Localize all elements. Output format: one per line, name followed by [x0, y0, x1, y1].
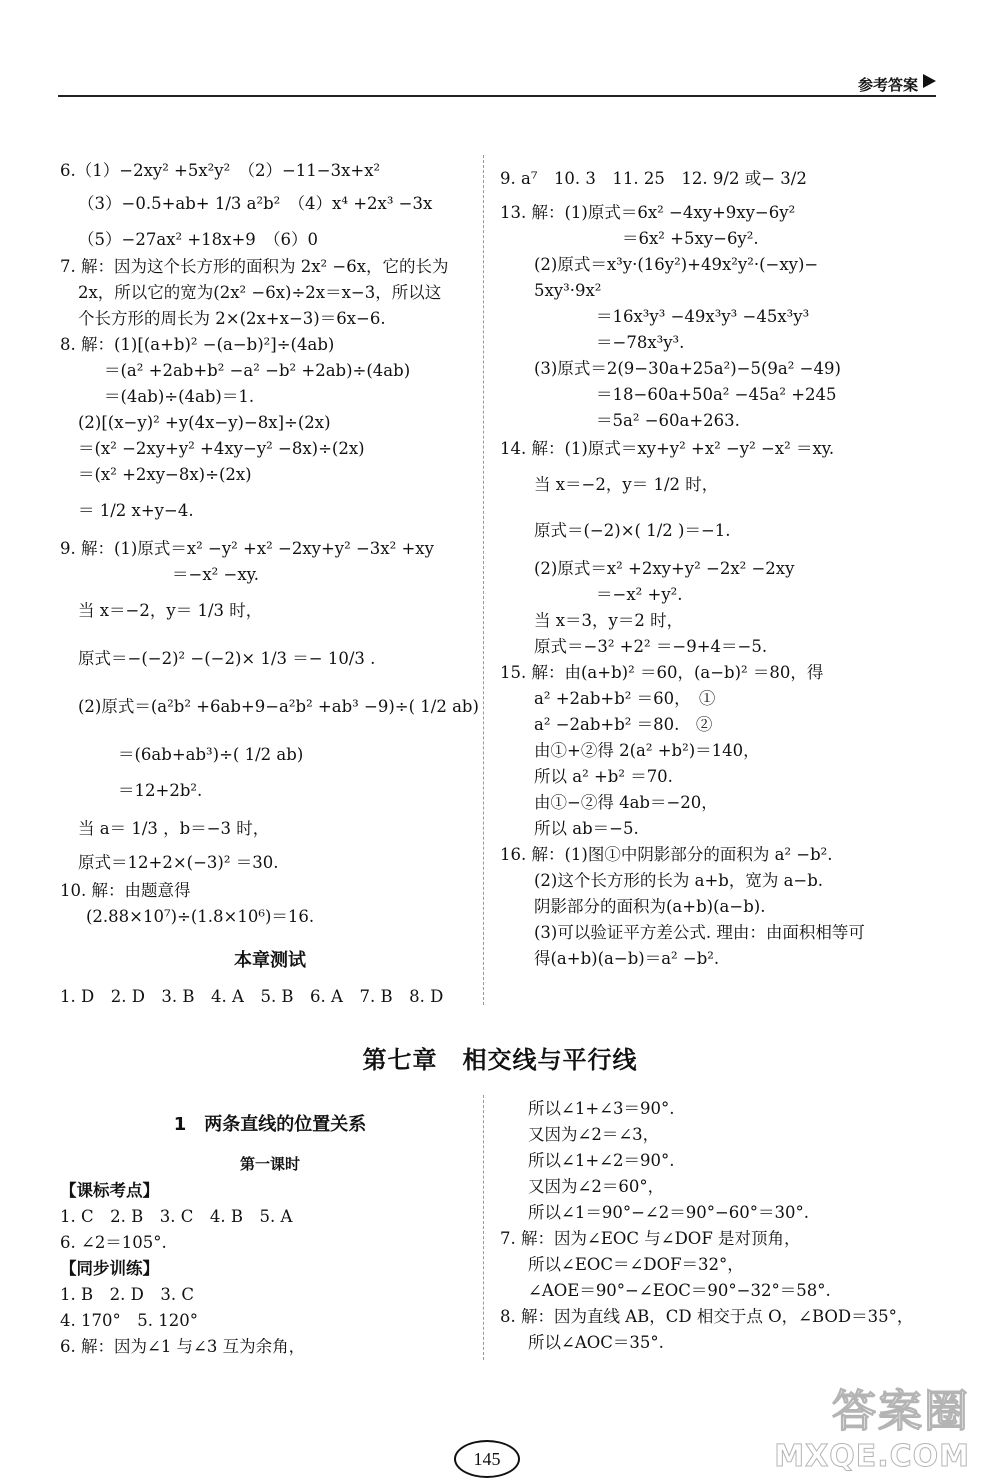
answer-line: 1. B 2. D 3. C — [60, 1285, 194, 1304]
watermark-logo — [774, 1375, 970, 1474]
watermark-text-bottom: MXQE.COM — [774, 1439, 970, 1474]
chapter-title: 第七章 相交线与平行线 — [362, 1046, 638, 1074]
answer-line: 4. 170° 5. 120° — [60, 1311, 198, 1330]
answer-line: 9. a⁷ 10. 3 11. 25 12. 9/2 或− 3/2 — [500, 169, 807, 188]
answer-line: 9. 解：(1)原式＝x² −y² +x² −2xy+y² −3x² +xy — [60, 539, 434, 558]
answer-line: 7. 解：因为∠EOC 与∠DOF 是对顶角， — [500, 1229, 801, 1248]
answer-line: 6. 解：因为∠1 与∠3 互为余角， — [60, 1337, 306, 1356]
answer-line: 13. 解：(1)原式＝6x² −4xy+9xy−6y² — [500, 203, 796, 222]
header-label: 参考答案 — [857, 76, 918, 94]
section-title: 1 两条直线的位置关系 — [173, 1114, 367, 1135]
answer-line: ∠AOE＝90°−∠EOC＝90°−32°＝58°. — [528, 1281, 831, 1300]
answer-line: ＝(x² −2xy+y² +4xy−y² −8x)÷(2x) — [78, 439, 365, 458]
answer-line: (3)原式＝2(9−30a+25a²)−5(9a² −49) — [534, 359, 841, 378]
answer-line: （3）−0.5+ab+ 1/3 a²b² （4）x⁴ +2x³ −3x — [78, 194, 433, 213]
answer-line: ＝−x² −xy. — [172, 565, 259, 584]
section-label: 【课标考点】 — [60, 1181, 159, 1200]
answer-line: 2x，所以它的宽为(2x² −6x)÷2x＝x−3，所以这 — [78, 283, 442, 302]
answer-line: 又因为∠2＝∠3， — [528, 1125, 660, 1144]
column-divider-bottom — [483, 1095, 484, 1360]
answer-line: 8. 解：(1)[(a+b)² −(a−b)²]÷(4ab) — [60, 335, 335, 354]
page-number: 145 — [454, 1440, 520, 1478]
answer-line: a² −2ab+b² ＝80. ② — [534, 715, 713, 734]
answer-line: 当 x＝3，y＝2 时， — [534, 611, 684, 630]
answer-line: 15. 解：由(a+b)² ＝60，(a−b)² ＝80，得 — [500, 663, 824, 682]
answer-line: （5）−27ax² +18x+9 （6）0 — [78, 230, 319, 249]
answer-line: ＝ 1/2 x+y−4. — [78, 501, 194, 520]
answer-line: 由①+②得 2(a² +b²)＝140， — [534, 741, 760, 760]
answer-line: 14. 解：(1)原式＝xy+y² +x² −y² −x² ＝xy. — [500, 439, 835, 458]
answer-line: 所以 ab＝−5. — [534, 819, 639, 838]
answer-line: 1. C 2. B 3. C 4. B 5. A — [60, 1207, 293, 1226]
answer-line: ＝(x² +2xy−8x)÷(2x) — [78, 465, 252, 484]
answer-line: 所以∠1+∠3＝90°. — [528, 1099, 675, 1118]
answer-line: 当 x＝−2，y＝ 1/2 时， — [534, 475, 719, 494]
answer-line: 16. 解：(1)图①中阴影部分的面积为 a² −b². — [500, 845, 833, 864]
answer-line: ＝18−60a+50a² −45a² +245 — [596, 385, 837, 404]
answer-line: (2.88×10⁷)÷(1.8×10⁶)＝16. — [86, 907, 315, 926]
answer-line: 6.（1）−2xy² +5x²y² （2）−11−3x+x² — [60, 161, 381, 180]
chapter-test-title: 本章测试 — [234, 950, 306, 971]
answer-line: 6. ∠2＝105°. — [60, 1233, 167, 1252]
lesson-title: 第一课时 — [239, 1155, 300, 1173]
answer-line: ＝(a² +2ab+b² −a² −b² +2ab)÷(4ab) — [104, 361, 411, 380]
answer-line: a² +2ab+b² ＝60， ① — [534, 689, 716, 708]
answer-line: 10. 解：由题意得 — [60, 881, 191, 900]
section-label: 【同步训练】 — [60, 1259, 159, 1278]
answer-line: (2)[(x−y)² +y(4x−y)−8x]÷(2x) — [78, 413, 331, 432]
answer-line: 个长方形的周长为 2×(2x+x−3)＝6x−6. — [78, 309, 386, 328]
answer-line: 原式＝−(−2)² −(−2)× 1/3 ＝− 10/3 . — [78, 649, 376, 668]
column-divider-top — [483, 155, 484, 1005]
answer-line: ＝−x² +y². — [596, 585, 683, 604]
answer-line: 当 x＝−2，y＝ 1/3 时， — [78, 601, 263, 620]
arrow-right-icon — [920, 72, 938, 90]
answer-line: 所以∠AOC＝35°. — [528, 1333, 664, 1352]
answer-line: 由①−②得 4ab＝−20， — [534, 793, 718, 812]
answer-line: 7. 解：因为这个长方形的面积为 2x² −6x，它的长为 — [60, 257, 449, 276]
answer-line: 8. 解：因为直线 AB，CD 相交于点 O，∠BOD＝35°， — [500, 1307, 914, 1326]
answer-line: ＝16x³y³ −49x³y³ −45x³y³ — [596, 307, 810, 326]
answer-line: 5xy³·9x² — [534, 281, 602, 300]
answer-line: ＝12+2b². — [118, 781, 203, 800]
answer-line: ＝6x² +5xy−6y². — [622, 229, 759, 248]
answer-line: 原式＝12+2×(−3)² ＝30. — [78, 853, 279, 872]
answer-line: (2)原式＝x³y·(16y²)+49x²y²·(−xy)− — [534, 255, 819, 274]
header-rule — [58, 95, 936, 97]
answer-line: 又因为∠2＝60°， — [528, 1177, 665, 1196]
answer-line: 原式＝(−2)×( 1/2 )＝−1. — [534, 521, 731, 540]
answer-line: 所以∠1＝90°−∠2＝90°−60°＝30°. — [528, 1203, 810, 1222]
answer-line: 得(a+b)(a−b)＝a² −b². — [534, 949, 720, 968]
answer-line: ＝(4ab)÷(4ab)＝1. — [104, 387, 255, 406]
answer-line: 所以∠1+∠2＝90°. — [528, 1151, 675, 1170]
answer-line: (2)原式＝x² +2xy+y² −2x² −2xy — [534, 559, 795, 578]
answer-line: 所以 a² +b² ＝70. — [534, 767, 673, 786]
answer-line: (2)原式＝(a²b² +6ab+9−a²b² +ab³ −9)÷( 1/2 ab) — [78, 697, 479, 716]
answer-line: 阴影部分的面积为(a+b)(a−b). — [534, 897, 766, 916]
answer-line: (2)这个长方形的长为 a+b，宽为 a−b. — [534, 871, 824, 890]
answer-line: 当 a＝ 1/3 ，b＝−3 时， — [78, 819, 270, 838]
watermark-text-top: 答案圈 — [832, 1386, 970, 1437]
answer-line: (3)可以验证平方差公式. 理由：由面积相等可 — [534, 923, 865, 942]
answer-line: 原式＝−3² +2² ＝−9+4＝−5. — [534, 637, 768, 656]
chapter-test-answers: 1. D 2. D 3. B 4. A 5. B 6. A 7. B 8. D — [60, 987, 444, 1006]
answer-line: ＝(6ab+ab³)÷( 1/2 ab) — [118, 745, 304, 764]
answer-line: ＝5a² −60a+263. — [596, 411, 740, 430]
answer-line: 所以∠EOC＝∠DOF＝32°， — [528, 1255, 744, 1274]
answer-line: ＝−78x³y³. — [596, 333, 685, 352]
